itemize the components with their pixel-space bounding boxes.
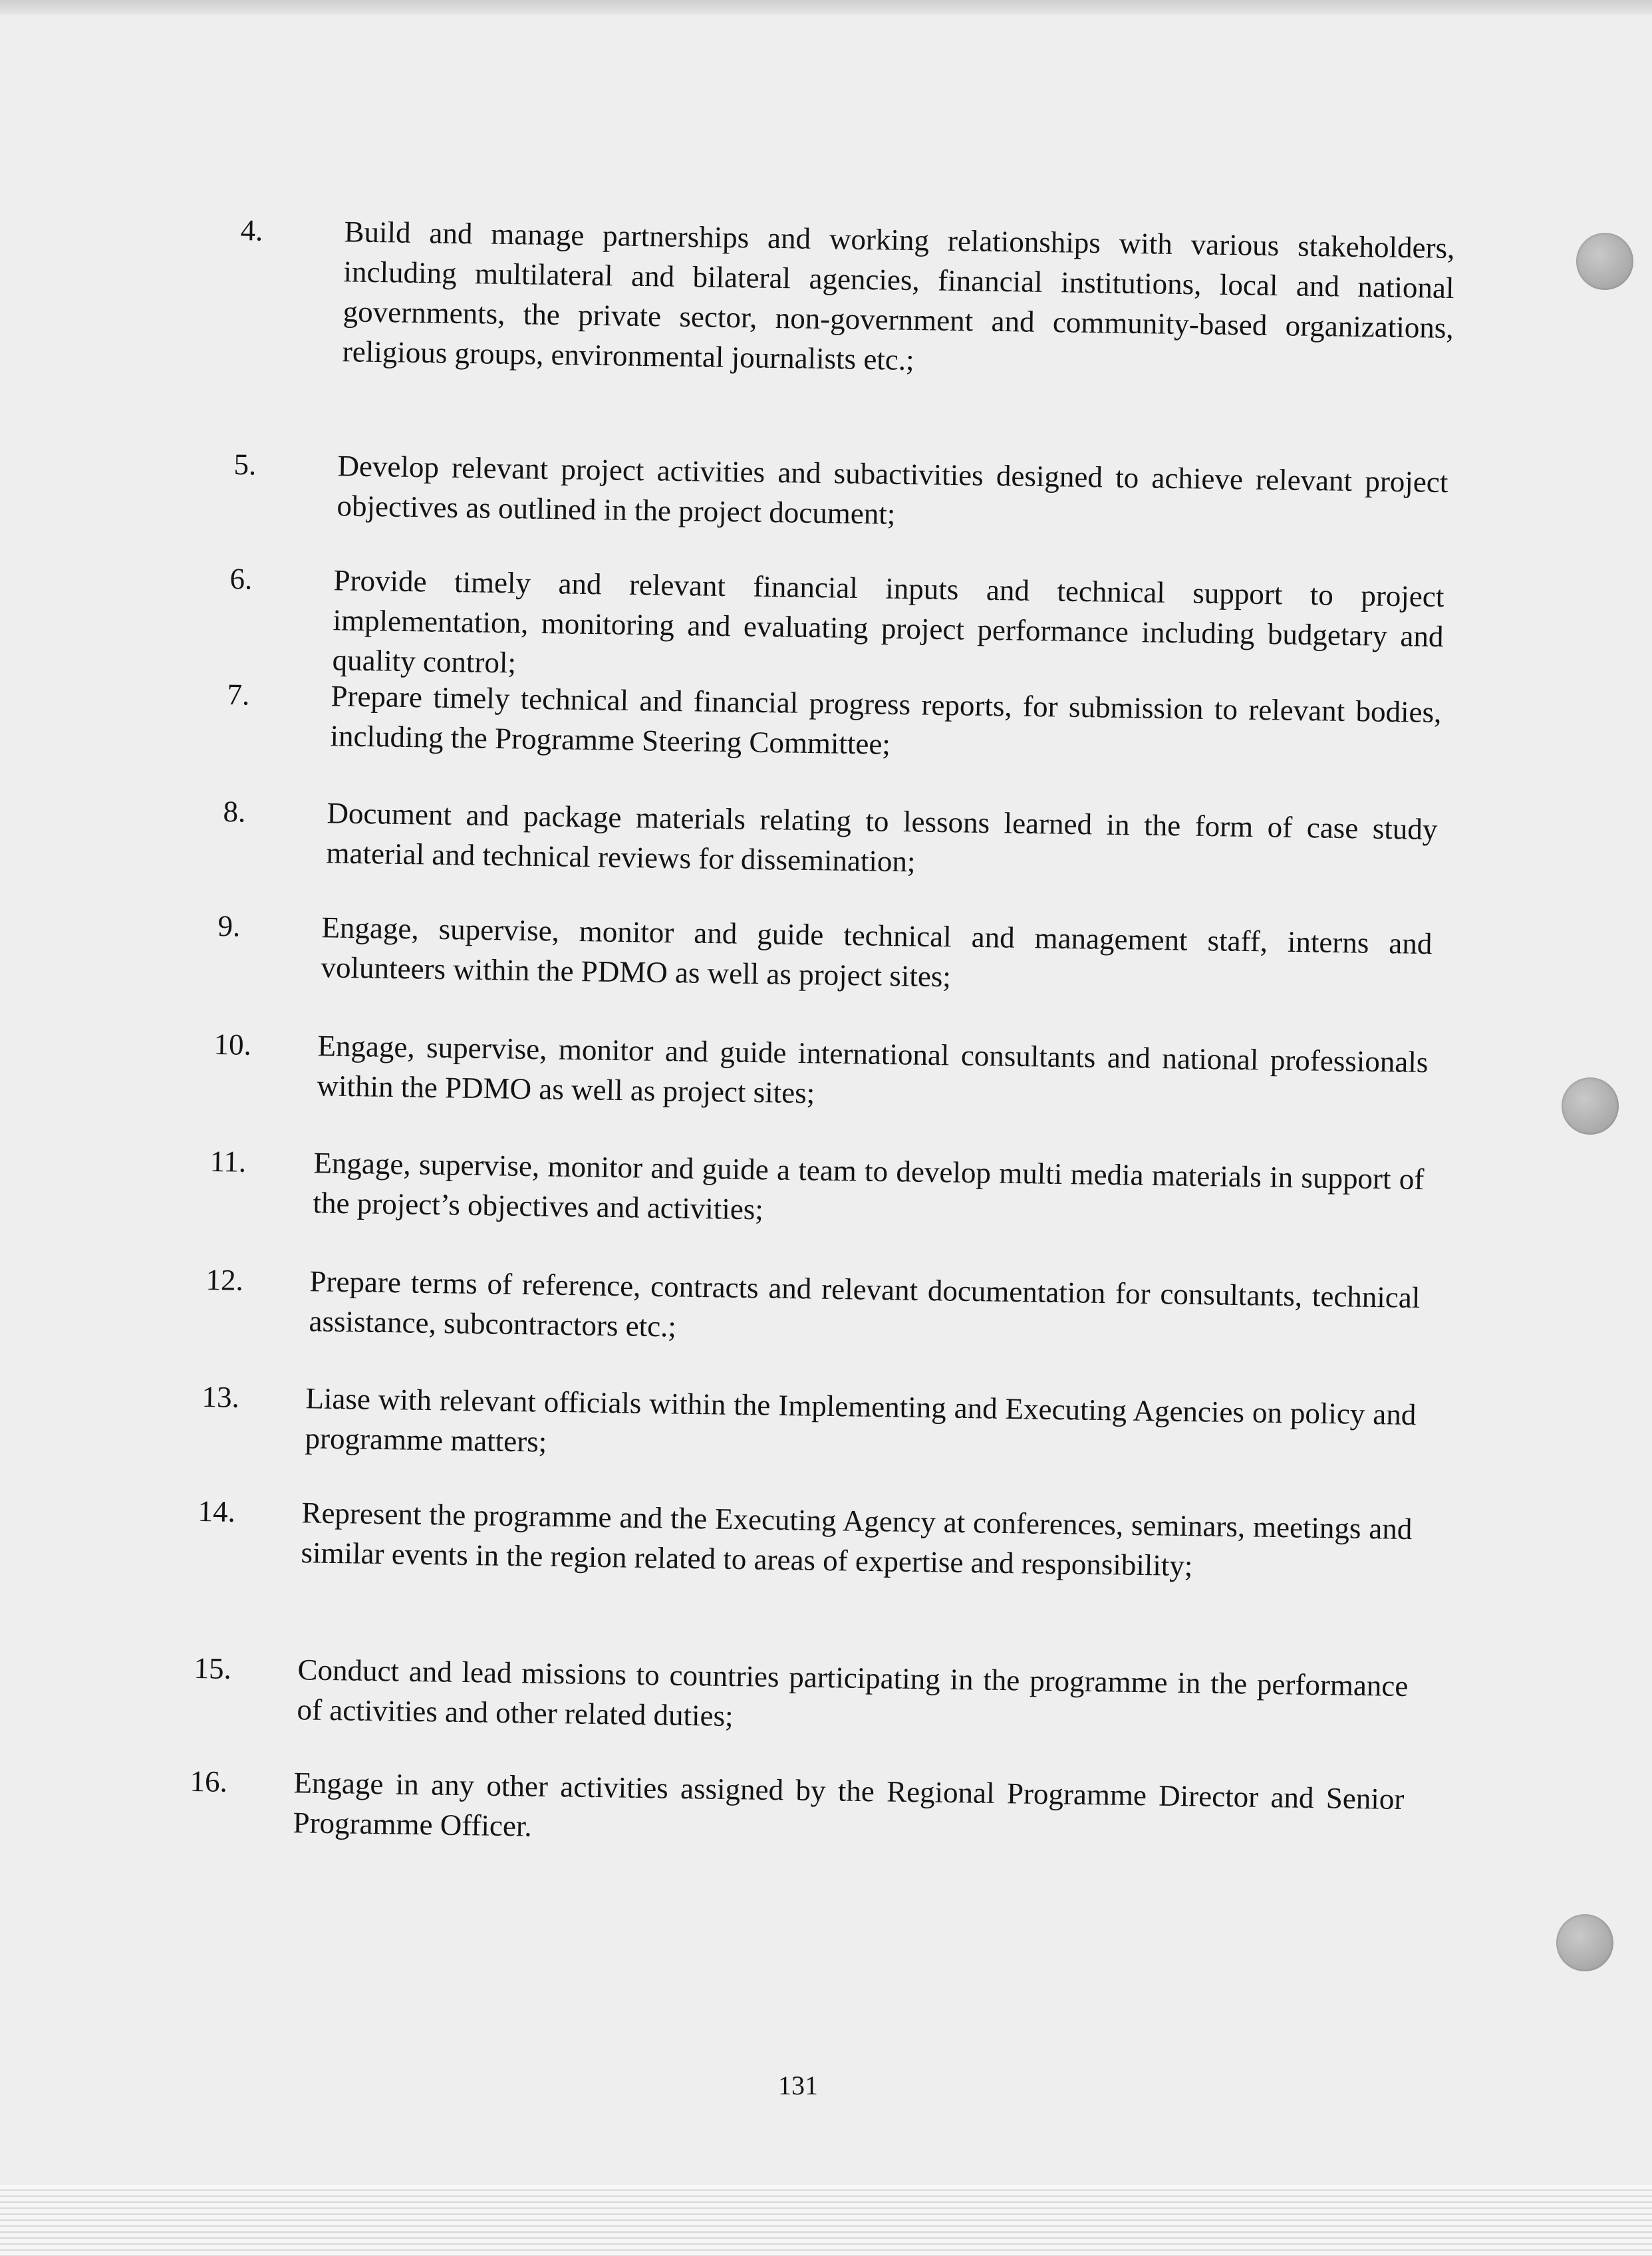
item-number: 10. <box>213 1027 252 1061</box>
item-number: 16. <box>190 1764 228 1798</box>
item-text: Prepare terms of reference, contracts and relevant documentation for consultants, technical assistance, subcontractors etc.; <box>309 1264 1421 1343</box>
item-number: 7. <box>227 677 250 712</box>
item-number: 14. <box>198 1494 236 1528</box>
item-text: Document and package materials relating to lessons learned in the form of case study material and technical reviews for dissemination; <box>326 796 1438 879</box>
item-number: 4. <box>240 213 263 247</box>
item-text: Represent the programme and the Executing Agency at conferences, seminars, meetings and similar events in the region related to areas of expertise and responsibility; <box>301 1496 1413 1583</box>
item-number: 12. <box>206 1262 244 1297</box>
item-text: Engage, supervise, monitor and guide a team to develop multi media materials in support of the project’s objectives and activities; <box>313 1146 1425 1226</box>
punch-hole <box>1556 1914 1613 1971</box>
item-text: Develop relevant project activities and subactivities designed to achieve relevant project objectives as outlined in the project document; <box>337 449 1448 531</box>
page-top-edge <box>0 0 1652 15</box>
punch-hole <box>1576 233 1633 290</box>
item-number: 11. <box>209 1144 247 1179</box>
item-number: 6. <box>229 561 253 596</box>
page-number: 131 <box>778 2070 818 2100</box>
item-number: 13. <box>202 1379 240 1414</box>
item-number: 8. <box>223 794 246 829</box>
item-number: 5. <box>233 447 257 482</box>
item-text: Engage in any other activities assigned by the Regional Programme Director and Senior Programme Officer. <box>293 1766 1405 1843</box>
item-text: Engage, supervise, monitor and guide technical and management staff, interns and volunteers within the PDMO as well as project sites; <box>321 911 1433 994</box>
item-text: Liase with relevant officials within the Implementing and Executing Agencies on policy and programme matters; <box>305 1381 1417 1459</box>
scanner-bottom-band <box>0 2185 1652 2256</box>
item-text: Engage, supervise, monitor and guide international consultants and national professionals within the PDMO as well as project sites; <box>317 1029 1429 1110</box>
item-text: Build and manage partnerships and working relationships with various stakeholders, including multilateral and bilateral agencies, financial institutions, local and national governments, the private sector, non-government and community-based organizations, religious groups, environmental journalists etc.; <box>342 215 1455 377</box>
item-number: 15. <box>194 1651 232 1685</box>
item-text: Provide timely and relevant financial inputs and technical support to project implementation, monitoring and evaluating project performance including budgetary and quality control; <box>332 563 1445 680</box>
item-text: Conduct and lead missions to countries participating in the programme in the performance of activities and other related duties; <box>297 1653 1409 1733</box>
punch-hole <box>1562 1077 1619 1135</box>
item-text: Prepare timely technical and financial progress reports, for submission to relevant bodies, including the Programme Steering Committee; <box>330 679 1442 761</box>
item-number: 9. <box>217 909 241 943</box>
